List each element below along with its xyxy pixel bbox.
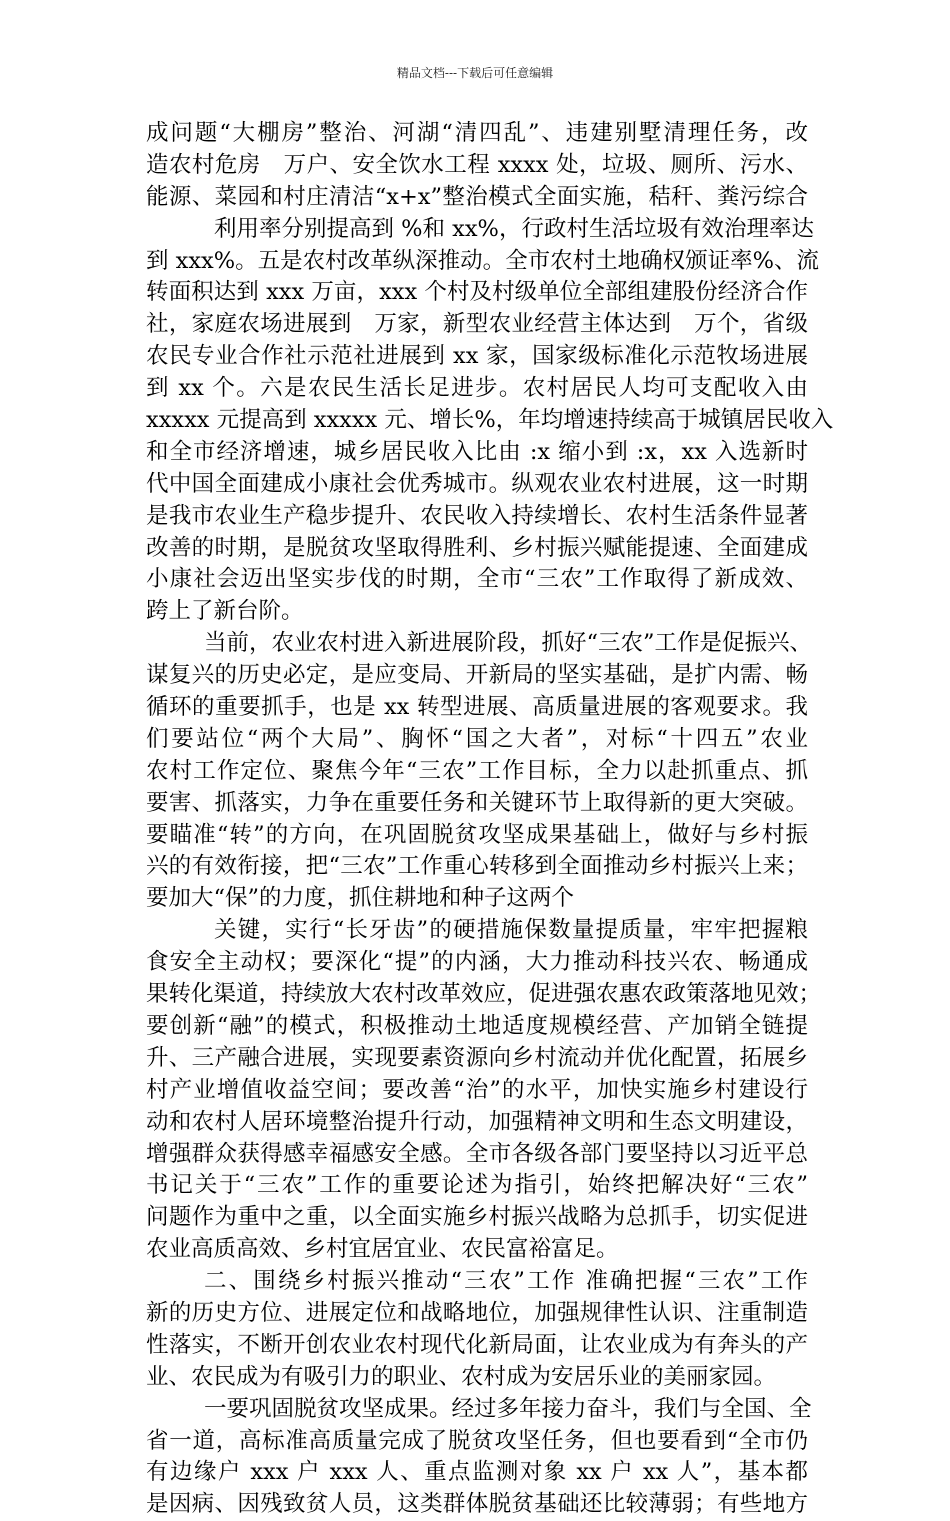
document-body bbox=[146, 118, 834, 1521]
text-line: 和全市经济增速，城乡居民收入比由 :x 缩小到 :x，xx 入选新时 bbox=[146, 438, 808, 465]
text-line: 农民专业合作社示范社进展到 xx 家，国家级标准化示范牧场进展 bbox=[146, 343, 808, 370]
text-line: 循环的重要抓手，也是 xx 转型进展、高质量进展的客观要求。我 bbox=[146, 694, 808, 721]
text-line: 到 xxx%。五是农村改革纵深推动。全市农村土地确权颁证率%、流 bbox=[146, 247, 819, 274]
text-line: 书记关于“三农”工作的重要论述为指引，始终把解决好“三农” bbox=[146, 1172, 808, 1199]
text-line: 要瞄准“转”的方向，在巩固脱贫攻坚成果基础上，做好与乡村振 bbox=[146, 821, 808, 848]
text-line: 代中国全面建成小康社会优秀城市。纵观农业农村进展，这一时期 bbox=[146, 470, 808, 497]
text-line: 转面积达到 xxx 万亩，xxx 个村及村级单位全部组建股份经济合作 bbox=[146, 279, 808, 306]
text-line: 要害、抓落实，力争在重要任务和关键环节上取得新的更大突破。 bbox=[146, 789, 808, 816]
text-line: 二、围绕乡村振兴推动“三农”工作 准确把握“三农”工作 bbox=[204, 1268, 808, 1295]
text-line: 关键，实行“长牙齿”的硬措施保数量提质量，牢牢把握粮 bbox=[214, 917, 808, 944]
text-line: 是我市农业生产稳步提升、农民收入持续增长、农村生活条件显著 bbox=[146, 502, 808, 529]
text-line: 当前，农业农村进入新进展阶段，抓好“三农”工作是促振兴、 bbox=[204, 630, 813, 657]
text-line: 跨上了新台阶。 bbox=[146, 598, 304, 625]
text-line: 动和农村人居环境整治提升行动，加强精神文明和生态文明建设， bbox=[146, 1108, 808, 1135]
text-line: xxxxx 元提高到 xxxxx 元、增长%，年均增速持续高于城镇居民收入 bbox=[146, 407, 834, 434]
text-line: 成问题“大棚房”整治、河湖“清四乱”、违建别墅清理任务，改 bbox=[146, 120, 808, 146]
text-line: 业、农民成为有吸引力的职业、农村成为安居乐业的美丽家园。 bbox=[146, 1363, 777, 1390]
text-line: 谋复兴的历史必定，是应变局、开新局的坚实基础，是扩内需、畅 bbox=[146, 662, 808, 689]
text-line: 改善的时期，是脱贫攻坚取得胜利、乡村振兴赋能提速、全面建成 bbox=[146, 534, 808, 561]
text-line: 有边缘户 xxx 户 xxx 人、重点监测对象 xx 户 xx 人”，基本都 bbox=[146, 1459, 808, 1486]
text-line: 新的历史方位、进展定位和战略地位，加强规律性认识、注重制造 bbox=[146, 1299, 808, 1326]
text-line: 是因病、因残致贫人员，这类群体脱贫基础还比较薄弱；有些地方 bbox=[146, 1491, 808, 1518]
text-line: 能源、菜园和村庄清洁“x+x”整治模式全面实施，秸秆、粪污综合 bbox=[146, 183, 808, 210]
text-line: 要创新“融”的模式，积极推动土地适度规模经营、产加销全链提 bbox=[146, 1012, 808, 1039]
page-header: 精品文档---下载后可任意编辑 bbox=[396, 66, 554, 80]
text-line: 要加大“保”的力度，抓住耕地和种子这两个 bbox=[146, 885, 575, 912]
text-line: 村产业增值收益空间；要改善“治”的水平，加快实施乡村建设行 bbox=[146, 1076, 808, 1103]
text-line: 小康社会迈出坚实步伐的时期，全市“三农”工作取得了新成效、 bbox=[146, 566, 808, 593]
text-line: 一要巩固脱贫攻坚成果。经过多年接力奋斗，我们与全国、全 bbox=[204, 1395, 812, 1422]
text-line: 增强群众获得感幸福感安全感。全市各级各部门要坚持以习近平总 bbox=[146, 1140, 808, 1167]
text-line: 造农村危房 万户、安全饮水工程 xxxx 处，垃圾、厕所、污水、 bbox=[146, 151, 808, 178]
text-line: 到 xx 个。六是农民生活长足进步。农村居民人均可支配收入由 bbox=[146, 375, 808, 402]
text-line: 利用率分别提高到 %和 xx%，行政村生活垃圾有效治理率达 bbox=[214, 215, 814, 242]
text-line: 省一道，高标准高质量完成了脱贫攻坚任务，但也要看到“全市仍 bbox=[146, 1427, 808, 1454]
text-line: 兴的有效衔接，把“三农”工作重心转移到全面推动乡村振兴上来； bbox=[146, 853, 808, 880]
text-line: 农村工作定位、聚焦今年“三农”工作目标，全力以赴抓重点、抓 bbox=[146, 757, 808, 784]
text-line: 食安全主动权；要深化“提”的内涵，大力推动科技兴农、畅通成 bbox=[146, 949, 808, 976]
text-line: 社，家庭农场进展到 万家，新型农业经营主体达到 万个，省级 bbox=[146, 311, 808, 338]
text-line: 升、三产融合进展，实现要素资源向乡村流动并优化配置，拓展乡 bbox=[146, 1044, 808, 1071]
text-line: 问题作为重中之重，以全面实施乡村振兴战略为总抓手，切实促进 bbox=[146, 1204, 808, 1231]
text-line: 果转化渠道，持续放大农村改革效应，促进强农惠农政策落地见效； bbox=[146, 981, 822, 1008]
text-line: 们要站位“两个大局”、胸怀“国之大者”，对标“十四五”农业 bbox=[146, 725, 808, 752]
text-line: 农业高质高效、乡村宜居宜业、农民富裕富足。 bbox=[146, 1236, 619, 1263]
text-line: 性落实，不断开创农业农村现代化新局面，让农业成为有奔头的产 bbox=[146, 1331, 808, 1358]
